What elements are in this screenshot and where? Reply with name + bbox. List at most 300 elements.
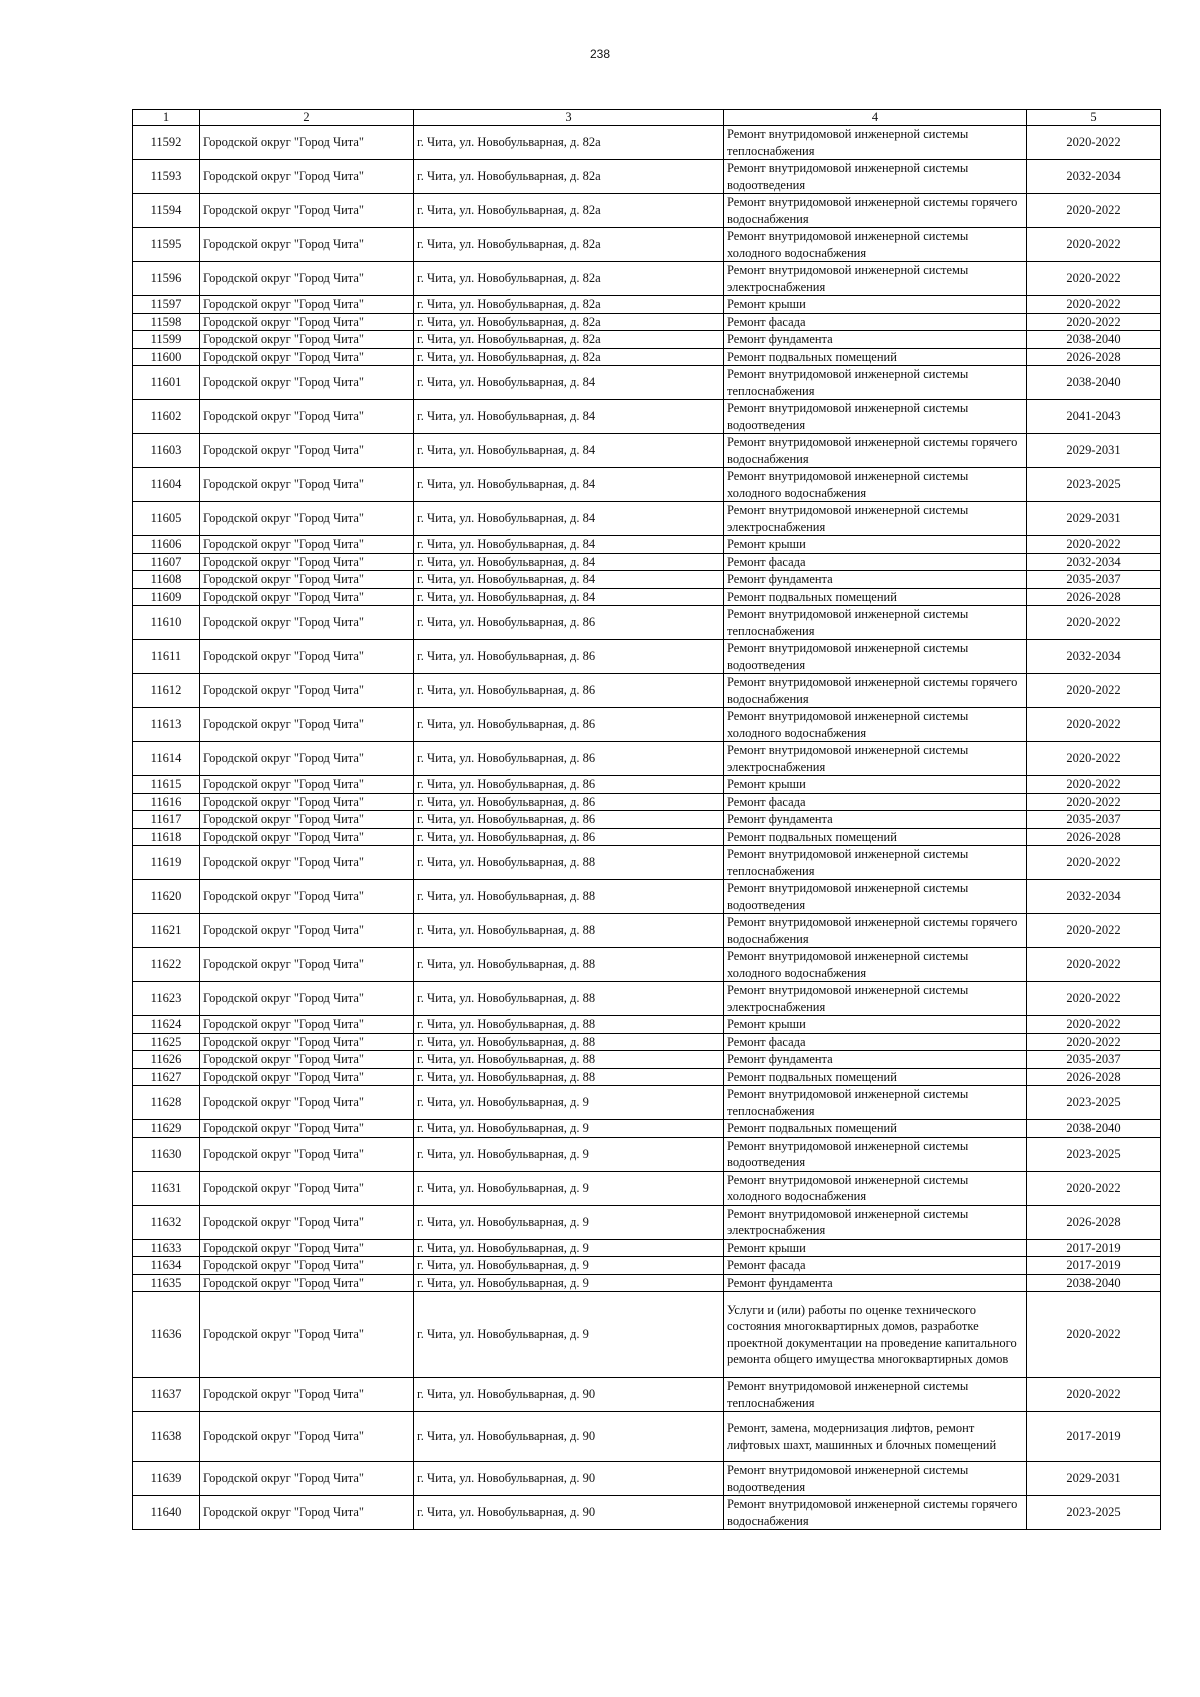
period-cell: 2020-2022 — [1027, 313, 1161, 331]
address-cell: г. Чита, ул. Новобульварная, д. 86 — [414, 811, 724, 829]
work-type-cell: Ремонт внутридомовой инженерной системы электроснабжения — [724, 1205, 1027, 1239]
table-row — [133, 1205, 1161, 1239]
period-cell: 2032-2034 — [1027, 880, 1161, 914]
row-number-cell: 11634 — [133, 1257, 200, 1275]
address-cell: г. Чита, ул. Новобульварная, д. 9 — [414, 1239, 724, 1257]
address-cell: г. Чита, ул. Новобульварная, д. 86 — [414, 793, 724, 811]
work-type-cell: Ремонт внутридомовой инженерной системы горячего водоснабжения — [724, 1496, 1027, 1530]
address-cell: г. Чита, ул. Новобульварная, д. 84 — [414, 571, 724, 589]
table-row — [133, 468, 1161, 502]
row-number-cell: 11612 — [133, 674, 200, 708]
table-row — [133, 1239, 1161, 1257]
table-row — [133, 1292, 1161, 1378]
work-type-cell: Ремонт внутридомовой инженерной системы электроснабжения — [724, 262, 1027, 296]
work-type-cell: Ремонт внутридомовой инженерной системы теплоснабжения — [724, 126, 1027, 160]
work-type-cell: Ремонт внутридомовой инженерной системы теплоснабжения — [724, 1086, 1027, 1120]
period-cell: 2023-2025 — [1027, 1137, 1161, 1171]
header-col-2: 2 — [200, 110, 414, 126]
row-number-cell: 11619 — [133, 846, 200, 880]
period-cell: 2020-2022 — [1027, 1033, 1161, 1051]
work-type-cell: Ремонт внутридомовой инженерной системы электроснабжения — [724, 742, 1027, 776]
municipality-cell: Городской округ "Город Чита" — [200, 1033, 414, 1051]
municipality-cell: Городской округ "Город Чита" — [200, 1068, 414, 1086]
municipality-cell: Городской округ "Город Чита" — [200, 948, 414, 982]
address-cell: г. Чита, ул. Новобульварная, д. 82а — [414, 331, 724, 349]
work-type-cell: Ремонт фасада — [724, 553, 1027, 571]
municipality-cell: Городской округ "Город Чита" — [200, 468, 414, 502]
row-number-cell: 11631 — [133, 1171, 200, 1205]
row-number-cell: 11602 — [133, 400, 200, 434]
municipality-cell: Городской округ "Город Чита" — [200, 1378, 414, 1412]
municipality-cell: Городской округ "Город Чита" — [200, 194, 414, 228]
work-type-cell: Ремонт внутридомовой инженерной системы теплоснабжения — [724, 1378, 1027, 1412]
municipality-cell: Городской округ "Город Чита" — [200, 553, 414, 571]
table-row — [133, 811, 1161, 829]
municipality-cell: Городской округ "Город Чита" — [200, 846, 414, 880]
table-row — [133, 1378, 1161, 1412]
row-number-cell: 11628 — [133, 1086, 200, 1120]
period-cell: 2035-2037 — [1027, 1051, 1161, 1069]
period-cell: 2020-2022 — [1027, 776, 1161, 794]
period-cell: 2020-2022 — [1027, 606, 1161, 640]
row-number-cell: 11594 — [133, 194, 200, 228]
address-cell: г. Чита, ул. Новобульварная, д. 86 — [414, 776, 724, 794]
row-number-cell: 11596 — [133, 262, 200, 296]
row-number-cell: 11620 — [133, 880, 200, 914]
work-type-cell: Ремонт фундамента — [724, 1051, 1027, 1069]
period-cell: 2020-2022 — [1027, 126, 1161, 160]
address-cell: г. Чита, ул. Новобульварная, д. 82а — [414, 126, 724, 160]
row-number-cell: 11627 — [133, 1068, 200, 1086]
work-type-cell: Ремонт фундамента — [724, 811, 1027, 829]
municipality-cell: Городской округ "Город Чита" — [200, 606, 414, 640]
row-number-cell: 11595 — [133, 228, 200, 262]
address-cell: г. Чита, ул. Новобульварная, д. 88 — [414, 880, 724, 914]
address-cell: г. Чита, ул. Новобульварная, д. 9 — [414, 1205, 724, 1239]
period-cell: 2020-2022 — [1027, 228, 1161, 262]
period-cell: 2038-2040 — [1027, 1274, 1161, 1292]
row-number-cell: 11632 — [133, 1205, 200, 1239]
municipality-cell: Городской округ "Город Чита" — [200, 1205, 414, 1239]
row-number-cell: 11637 — [133, 1378, 200, 1412]
address-cell: г. Чита, ул. Новобульварная, д. 9 — [414, 1137, 724, 1171]
row-number-cell: 11605 — [133, 502, 200, 536]
municipality-cell: Городской округ "Город Чита" — [200, 228, 414, 262]
table-row — [133, 1068, 1161, 1086]
period-cell: 2020-2022 — [1027, 948, 1161, 982]
period-cell: 2020-2022 — [1027, 1378, 1161, 1412]
period-cell: 2020-2022 — [1027, 536, 1161, 554]
address-cell: г. Чита, ул. Новобульварная, д. 9 — [414, 1274, 724, 1292]
work-type-cell: Ремонт внутридомовой инженерной системы теплоснабжения — [724, 606, 1027, 640]
municipality-cell: Городской округ "Город Чита" — [200, 914, 414, 948]
table-row — [133, 1016, 1161, 1034]
address-cell: г. Чита, ул. Новобульварная, д. 86 — [414, 708, 724, 742]
row-number-cell: 11608 — [133, 571, 200, 589]
header-col-4: 4 — [724, 110, 1027, 126]
table-row — [133, 1171, 1161, 1205]
row-number-cell: 11599 — [133, 331, 200, 349]
table-row — [133, 776, 1161, 794]
header-col-5: 5 — [1027, 110, 1161, 126]
table-row — [133, 1120, 1161, 1138]
row-number-cell: 11640 — [133, 1496, 200, 1530]
municipality-cell: Городской округ "Город Чита" — [200, 1412, 414, 1462]
row-number-cell: 11638 — [133, 1412, 200, 1462]
period-cell: 2038-2040 — [1027, 1120, 1161, 1138]
table-row — [133, 1412, 1161, 1462]
period-cell: 2020-2022 — [1027, 914, 1161, 948]
row-number-cell: 11629 — [133, 1120, 200, 1138]
table-row — [133, 880, 1161, 914]
address-cell: г. Чита, ул. Новобульварная, д. 86 — [414, 742, 724, 776]
period-cell: 2020-2022 — [1027, 742, 1161, 776]
address-cell: г. Чита, ул. Новобульварная, д. 9 — [414, 1120, 724, 1138]
period-cell: 2023-2025 — [1027, 1496, 1161, 1530]
work-type-cell: Ремонт фасада — [724, 1033, 1027, 1051]
address-cell: г. Чита, ул. Новобульварная, д. 9 — [414, 1292, 724, 1378]
period-cell: 2035-2037 — [1027, 811, 1161, 829]
work-type-cell: Ремонт крыши — [724, 776, 1027, 794]
capital-repair-table — [132, 109, 1161, 1530]
municipality-cell: Городской округ "Город Чита" — [200, 1257, 414, 1275]
municipality-cell: Городской округ "Город Чита" — [200, 502, 414, 536]
address-cell: г. Чита, ул. Новобульварная, д. 90 — [414, 1378, 724, 1412]
period-cell: 2017-2019 — [1027, 1239, 1161, 1257]
row-number-cell: 11598 — [133, 313, 200, 331]
municipality-cell: Городской округ "Город Чита" — [200, 348, 414, 366]
period-cell: 2020-2022 — [1027, 1171, 1161, 1205]
address-cell: г. Чита, ул. Новобульварная, д. 86 — [414, 674, 724, 708]
work-type-cell: Ремонт крыши — [724, 536, 1027, 554]
row-number-cell: 11622 — [133, 948, 200, 982]
municipality-cell: Городской округ "Город Чита" — [200, 811, 414, 829]
period-cell: 2026-2028 — [1027, 1068, 1161, 1086]
period-cell: 2020-2022 — [1027, 674, 1161, 708]
table-row — [133, 400, 1161, 434]
table-row — [133, 708, 1161, 742]
period-cell: 2020-2022 — [1027, 846, 1161, 880]
work-type-cell: Ремонт внутридомовой инженерной системы водоотведения — [724, 640, 1027, 674]
table-row — [133, 348, 1161, 366]
period-cell: 2020-2022 — [1027, 793, 1161, 811]
address-cell: г. Чита, ул. Новобульварная, д. 88 — [414, 948, 724, 982]
municipality-cell: Городской округ "Город Чита" — [200, 1086, 414, 1120]
work-type-cell: Ремонт внутридомовой инженерной системы водоотведения — [724, 1137, 1027, 1171]
row-number-cell: 11611 — [133, 640, 200, 674]
table-row — [133, 296, 1161, 314]
period-cell: 2020-2022 — [1027, 1292, 1161, 1378]
work-type-cell: Ремонт внутридомовой инженерной системы электроснабжения — [724, 982, 1027, 1016]
address-cell: г. Чита, ул. Новобульварная, д. 90 — [414, 1496, 724, 1530]
row-number-cell: 11614 — [133, 742, 200, 776]
municipality-cell: Городской округ "Город Чита" — [200, 982, 414, 1016]
table-row — [133, 1274, 1161, 1292]
address-cell: г. Чита, ул. Новобульварная, д. 9 — [414, 1171, 724, 1205]
table-row — [133, 331, 1161, 349]
table-row — [133, 948, 1161, 982]
period-cell: 2026-2028 — [1027, 348, 1161, 366]
municipality-cell: Городской округ "Город Чита" — [200, 400, 414, 434]
table-row — [133, 571, 1161, 589]
table-row — [133, 640, 1161, 674]
row-number-cell: 11624 — [133, 1016, 200, 1034]
table-row — [133, 434, 1161, 468]
address-cell: г. Чита, ул. Новобульварная, д. 84 — [414, 536, 724, 554]
work-type-cell: Ремонт внутридомовой инженерной системы водоотведения — [724, 160, 1027, 194]
table-row — [133, 674, 1161, 708]
period-cell: 2017-2019 — [1027, 1257, 1161, 1275]
work-type-cell: Ремонт внутридомовой инженерной системы электроснабжения — [724, 502, 1027, 536]
row-number-cell: 11617 — [133, 811, 200, 829]
period-cell: 2020-2022 — [1027, 194, 1161, 228]
table-row — [133, 793, 1161, 811]
row-number-cell: 11610 — [133, 606, 200, 640]
work-type-cell: Ремонт подвальных помещений — [724, 1068, 1027, 1086]
table-row — [133, 1051, 1161, 1069]
row-number-cell: 11593 — [133, 160, 200, 194]
municipality-cell: Городской округ "Город Чита" — [200, 674, 414, 708]
municipality-cell: Городской округ "Город Чита" — [200, 1171, 414, 1205]
row-number-cell: 11623 — [133, 982, 200, 1016]
address-cell: г. Чита, ул. Новобульварная, д. 84 — [414, 588, 724, 606]
period-cell: 2029-2031 — [1027, 1462, 1161, 1496]
address-cell: г. Чита, ул. Новобульварная, д. 9 — [414, 1086, 724, 1120]
municipality-cell: Городской округ "Город Чита" — [200, 1137, 414, 1171]
address-cell: г. Чита, ул. Новобульварная, д. 90 — [414, 1462, 724, 1496]
municipality-cell: Городской округ "Город Чита" — [200, 708, 414, 742]
municipality-cell: Городской округ "Город Чита" — [200, 126, 414, 160]
address-cell: г. Чита, ул. Новобульварная, д. 90 — [414, 1412, 724, 1462]
address-cell: г. Чита, ул. Новобульварная, д. 82а — [414, 313, 724, 331]
period-cell: 2020-2022 — [1027, 1016, 1161, 1034]
work-type-cell: Ремонт внутридомовой инженерной системы водоотведения — [724, 880, 1027, 914]
row-number-cell: 11615 — [133, 776, 200, 794]
row-number-cell: 11601 — [133, 366, 200, 400]
header-row — [133, 110, 1161, 126]
municipality-cell: Городской округ "Город Чита" — [200, 1016, 414, 1034]
period-cell: 2038-2040 — [1027, 331, 1161, 349]
work-type-cell: Ремонт внутридомовой инженерной системы холодного водоснабжения — [724, 1171, 1027, 1205]
municipality-cell: Городской округ "Город Чита" — [200, 1051, 414, 1069]
address-cell: г. Чита, ул. Новобульварная, д. 88 — [414, 846, 724, 880]
table-row — [133, 1462, 1161, 1496]
period-cell: 2029-2031 — [1027, 434, 1161, 468]
work-type-cell: Ремонт фасада — [724, 1257, 1027, 1275]
table-row — [133, 1086, 1161, 1120]
table-row — [133, 1257, 1161, 1275]
work-type-cell: Ремонт внутридомовой инженерной системы горячего водоснабжения — [724, 674, 1027, 708]
period-cell: 2020-2022 — [1027, 708, 1161, 742]
address-cell: г. Чита, ул. Новобульварная, д. 82а — [414, 160, 724, 194]
address-cell: г. Чита, ул. Новобульварная, д. 88 — [414, 1016, 724, 1034]
row-number-cell: 11621 — [133, 914, 200, 948]
row-number-cell: 11592 — [133, 126, 200, 160]
period-cell: 2035-2037 — [1027, 571, 1161, 589]
address-cell: г. Чита, ул. Новобульварная, д. 82а — [414, 228, 724, 262]
table-row — [133, 742, 1161, 776]
table-body — [133, 126, 1161, 1530]
municipality-cell: Городской округ "Город Чита" — [200, 160, 414, 194]
work-type-cell: Ремонт подвальных помещений — [724, 828, 1027, 846]
municipality-cell: Городской округ "Город Чита" — [200, 331, 414, 349]
municipality-cell: Городской округ "Город Чита" — [200, 1462, 414, 1496]
row-number-cell: 11625 — [133, 1033, 200, 1051]
period-cell: 2020-2022 — [1027, 262, 1161, 296]
work-type-cell: Ремонт внутридомовой инженерной системы горячего водоснабжения — [724, 914, 1027, 948]
row-number-cell: 11633 — [133, 1239, 200, 1257]
page-number: 238 — [589, 47, 611, 61]
row-number-cell: 11607 — [133, 553, 200, 571]
municipality-cell: Городской округ "Город Чита" — [200, 776, 414, 794]
work-type-cell: Ремонт подвальных помещений — [724, 1120, 1027, 1138]
work-type-cell: Ремонт внутридомовой инженерной системы водоотведения — [724, 400, 1027, 434]
row-number-cell: 11604 — [133, 468, 200, 502]
table-row — [133, 366, 1161, 400]
table-row — [133, 536, 1161, 554]
address-cell: г. Чита, ул. Новобульварная, д. 86 — [414, 828, 724, 846]
table-row — [133, 1137, 1161, 1171]
work-type-cell: Ремонт внутридомовой инженерной системы холодного водоснабжения — [724, 708, 1027, 742]
row-number-cell: 11600 — [133, 348, 200, 366]
period-cell: 2023-2025 — [1027, 1086, 1161, 1120]
row-number-cell: 11618 — [133, 828, 200, 846]
period-cell: 2032-2034 — [1027, 160, 1161, 194]
row-number-cell: 11635 — [133, 1274, 200, 1292]
municipality-cell: Городской округ "Город Чита" — [200, 1274, 414, 1292]
table-row — [133, 502, 1161, 536]
table-row — [133, 588, 1161, 606]
work-type-cell: Ремонт фасада — [724, 793, 1027, 811]
work-type-cell: Ремонт внутридомовой инженерной системы горячего водоснабжения — [724, 194, 1027, 228]
row-number-cell: 11626 — [133, 1051, 200, 1069]
address-cell: г. Чита, ул. Новобульварная, д. 88 — [414, 1068, 724, 1086]
address-cell: г. Чита, ул. Новобульварная, д. 84 — [414, 502, 724, 536]
municipality-cell: Городской округ "Город Чита" — [200, 536, 414, 554]
municipality-cell: Городской округ "Город Чита" — [200, 313, 414, 331]
address-cell: г. Чита, ул. Новобульварная, д. 82а — [414, 262, 724, 296]
municipality-cell: Городской округ "Город Чита" — [200, 571, 414, 589]
municipality-cell: Городской округ "Город Чита" — [200, 262, 414, 296]
address-cell: г. Чита, ул. Новобульварная, д. 88 — [414, 1051, 724, 1069]
period-cell: 2026-2028 — [1027, 828, 1161, 846]
address-cell: г. Чита, ул. Новобульварная, д. 82а — [414, 296, 724, 314]
work-type-cell: Ремонт внутридомовой инженерной системы теплоснабжения — [724, 846, 1027, 880]
address-cell: г. Чита, ул. Новобульварная, д. 84 — [414, 366, 724, 400]
period-cell: 2032-2034 — [1027, 640, 1161, 674]
period-cell: 2026-2028 — [1027, 1205, 1161, 1239]
address-cell: г. Чита, ул. Новобульварная, д. 86 — [414, 640, 724, 674]
work-type-cell: Ремонт внутридомовой инженерной системы горячего водоснабжения — [724, 434, 1027, 468]
work-type-cell: Ремонт, замена, модернизация лифтов, ремонт лифтовых шахт, машинных и блочных помещений — [724, 1412, 1027, 1462]
row-number-cell: 11630 — [133, 1137, 200, 1171]
municipality-cell: Городской округ "Город Чита" — [200, 296, 414, 314]
address-cell: г. Чита, ул. Новобульварная, д. 86 — [414, 606, 724, 640]
table-row — [133, 194, 1161, 228]
table-row — [133, 553, 1161, 571]
address-cell: г. Чита, ул. Новобульварная, д. 88 — [414, 1033, 724, 1051]
work-type-cell: Ремонт крыши — [724, 296, 1027, 314]
address-cell: г. Чита, ул. Новобульварная, д. 84 — [414, 434, 724, 468]
municipality-cell: Городской округ "Город Чита" — [200, 1292, 414, 1378]
address-cell: г. Чита, ул. Новобульварная, д. 82а — [414, 194, 724, 228]
period-cell: 2017-2019 — [1027, 1412, 1161, 1462]
period-cell: 2029-2031 — [1027, 502, 1161, 536]
table-row — [133, 606, 1161, 640]
period-cell: 2041-2043 — [1027, 400, 1161, 434]
municipality-cell: Городской округ "Город Чита" — [200, 1120, 414, 1138]
row-number-cell: 11616 — [133, 793, 200, 811]
row-number-cell: 11639 — [133, 1462, 200, 1496]
work-type-cell: Ремонт подвальных помещений — [724, 588, 1027, 606]
municipality-cell: Городской округ "Город Чита" — [200, 640, 414, 674]
address-cell: г. Чита, ул. Новобульварная, д. 9 — [414, 1257, 724, 1275]
municipality-cell: Городской округ "Город Чита" — [200, 742, 414, 776]
row-number-cell: 11603 — [133, 434, 200, 468]
work-type-cell: Ремонт внутридомовой инженерной системы холодного водоснабжения — [724, 468, 1027, 502]
row-number-cell: 11609 — [133, 588, 200, 606]
municipality-cell: Городской округ "Город Чита" — [200, 1239, 414, 1257]
table-row — [133, 982, 1161, 1016]
work-type-cell: Ремонт внутридомовой инженерной системы холодного водоснабжения — [724, 948, 1027, 982]
municipality-cell: Городской округ "Город Чита" — [200, 793, 414, 811]
row-number-cell: 11597 — [133, 296, 200, 314]
period-cell: 2026-2028 — [1027, 588, 1161, 606]
table-row — [133, 228, 1161, 262]
address-cell: г. Чита, ул. Новобульварная, д. 88 — [414, 982, 724, 1016]
period-cell: 2023-2025 — [1027, 468, 1161, 502]
work-type-cell: Ремонт фундамента — [724, 1274, 1027, 1292]
work-type-cell: Ремонт внутридомовой инженерной системы теплоснабжения — [724, 366, 1027, 400]
header-col-1: 1 — [133, 110, 200, 126]
work-type-cell: Ремонт подвальных помещений — [724, 348, 1027, 366]
work-type-cell: Ремонт фундамента — [724, 571, 1027, 589]
address-cell: г. Чита, ул. Новобульварная, д. 84 — [414, 468, 724, 502]
work-type-cell: Ремонт внутридомовой инженерной системы холодного водоснабжения — [724, 228, 1027, 262]
work-type-cell: Ремонт внутридомовой инженерной системы водоотведения — [724, 1462, 1027, 1496]
table-row — [133, 313, 1161, 331]
period-cell: 2032-2034 — [1027, 553, 1161, 571]
period-cell: 2020-2022 — [1027, 982, 1161, 1016]
address-cell: г. Чита, ул. Новобульварная, д. 82а — [414, 348, 724, 366]
municipality-cell: Городской округ "Город Чита" — [200, 434, 414, 468]
address-cell: г. Чита, ул. Новобульварная, д. 84 — [414, 553, 724, 571]
period-cell: 2020-2022 — [1027, 296, 1161, 314]
table-row — [133, 828, 1161, 846]
work-type-cell: Ремонт фундамента — [724, 331, 1027, 349]
period-cell: 2038-2040 — [1027, 366, 1161, 400]
work-type-cell: Ремонт крыши — [724, 1239, 1027, 1257]
address-cell: г. Чита, ул. Новобульварная, д. 88 — [414, 914, 724, 948]
municipality-cell: Городской округ "Город Чита" — [200, 366, 414, 400]
row-number-cell: 11606 — [133, 536, 200, 554]
municipality-cell: Городской округ "Город Чита" — [200, 1496, 414, 1530]
work-type-cell: Ремонт фасада — [724, 313, 1027, 331]
table-row — [133, 846, 1161, 880]
row-number-cell: 11636 — [133, 1292, 200, 1378]
municipality-cell: Городской округ "Город Чита" — [200, 588, 414, 606]
table-row — [133, 1033, 1161, 1051]
header-col-3: 3 — [414, 110, 724, 126]
municipality-cell: Городской округ "Город Чита" — [200, 880, 414, 914]
work-type-cell: Ремонт крыши — [724, 1016, 1027, 1034]
table-row — [133, 126, 1161, 160]
table-row — [133, 1496, 1161, 1530]
table-row — [133, 262, 1161, 296]
table-row — [133, 914, 1161, 948]
table-row — [133, 160, 1161, 194]
address-cell: г. Чита, ул. Новобульварная, д. 84 — [414, 400, 724, 434]
